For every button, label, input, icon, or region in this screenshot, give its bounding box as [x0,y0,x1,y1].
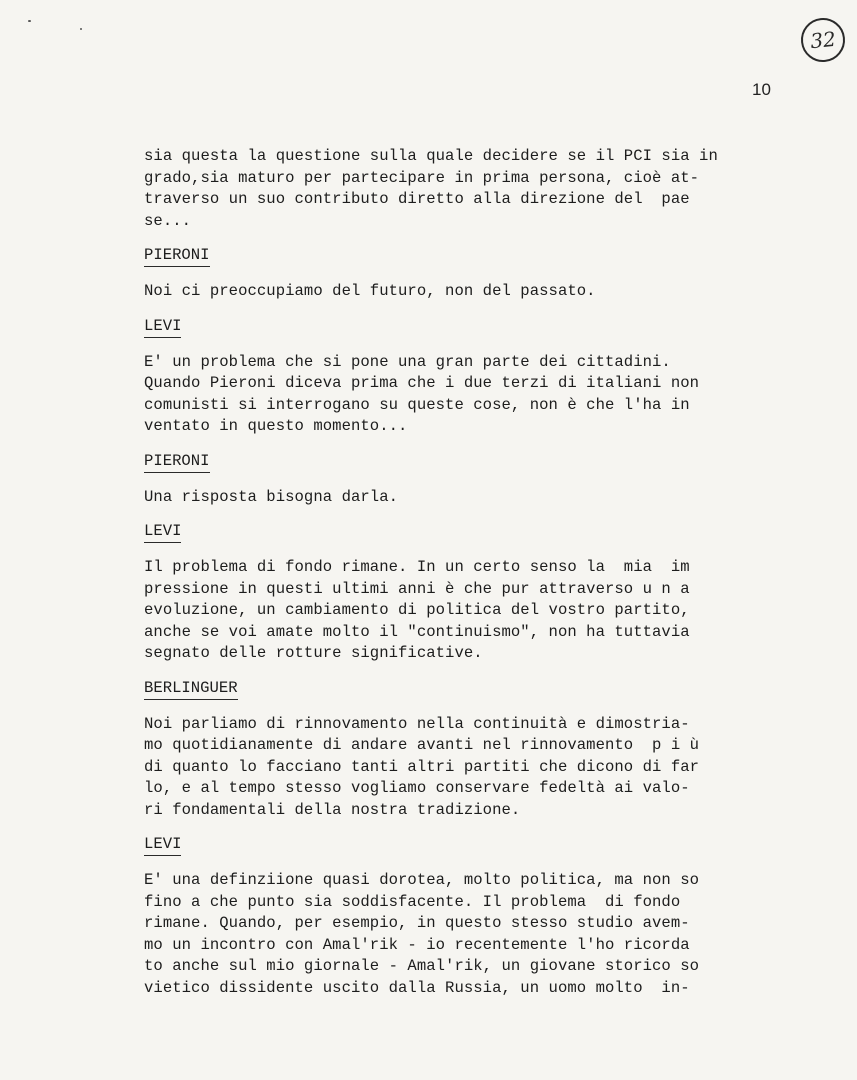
speech-paragraph: Una risposta bisogna darla. [144,487,399,506]
speech-paragraph: Noi ci preoccupiamo del futuro, non del passato. [144,282,596,300]
speaker-name: LEVI [144,835,181,856]
speaker-heading [144,246,784,267]
speech-paragraph: Noi parliamo di rinnovamento nella continuità e dimostria- mo quotidianamente di andare avanti nel rinnovamento p i ù di quanto lo facciano tanti altri partiti che dicono di far lo, e al tempo stesso vogliamo conservare fedeltà ai valo- ri fondamentali della nostra tradizione. [144,714,700,819]
speaker-heading [144,452,784,473]
speech-paragraph: E' una definziione quasi dorotea, molto politica, ma non so fino a che punto sia soddisfacente. Il problema di fondo rimane. Quando, per esempio, in questo stesso studio avem- mo un incontro con Amal'rik - io recentemente l'ho ricorda to anche sul mio giornale - Amal'rik, un giovane storico so vietico dissidente uscito dalla Russia, un uomo molto in- [144,871,700,997]
paper-speck [28,20,31,22]
speaker-heading [144,679,784,700]
speaker-name: PIERONI [144,246,210,267]
speaker-heading [144,522,784,543]
speech-paragraph: E' un problema che si pone una gran parte dei cittadini. Quando Pieroni diceva prima che i due terzi di italiani non comunisti si interrogano su queste cose, non è che l'ha in ventato in questo momento... [144,352,700,435]
opening-paragraph: sia questa la questione sulla quale decidere se il PCI sia in grado,sia maturo per partecipare in prima persona, cioè at- traverso un suo contributo diretto alla direzione del pae se... [144,147,718,230]
page-number: 10 [752,80,771,99]
stamp-number: 32 [809,26,837,54]
handwritten-page-stamp [799,16,847,64]
speaker-heading [144,317,784,338]
paper-speck [80,28,82,30]
speaker-name: LEVI [144,522,181,543]
speaker-name: PIERONI [144,452,210,473]
speaker-name: BERLINGUER [144,679,238,700]
speech-paragraph: Il problema di fondo rimane. In un certo senso la mia im pressione in questi ultimi anni è che pur attraverso u n a evoluzione, un cambiamento di politica del vostro partito, anche se voi amate molto il "continuismo", non ha tuttavia segnato delle rotture significative. [144,558,690,662]
speaker-name: LEVI [144,317,181,338]
speaker-heading [144,835,784,856]
transcript-body [144,146,784,999]
